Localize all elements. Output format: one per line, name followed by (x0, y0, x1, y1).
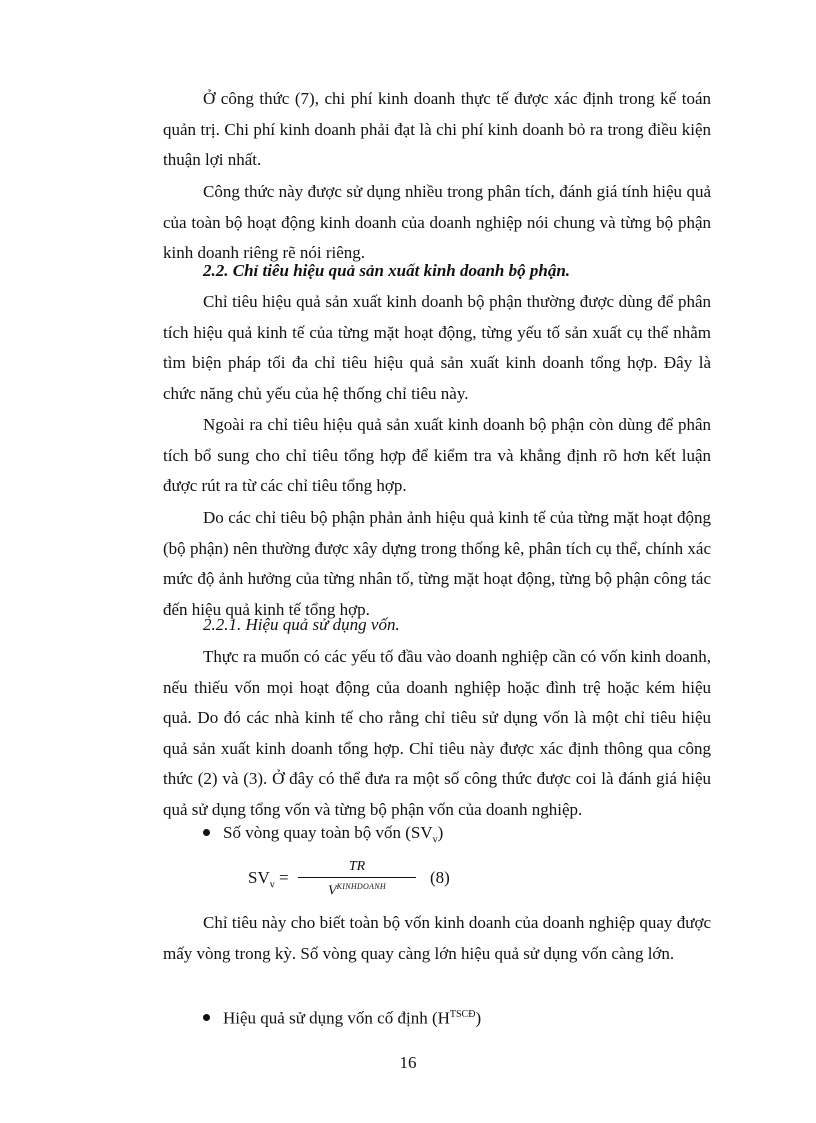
page-number: 16 (399, 1053, 417, 1072)
section-heading-2-2: 2.2. Chỉ tiêu hiệu quả sản xuất kinh doanh bộ phận. (203, 261, 571, 280)
paragraph-partial-reflection: Do các chỉ tiêu bộ phận phản ảnh hiệu quả kinh tế của từng mặt hoạt động (bộ phận) nên thường được xây dựng trong thống kê, phân tích cụ thể, chính xác mức độ ảnh hưởng của từng nhân tố, từng mặt hoạt động, từng bộ phận công tác đến hiệu quả kinh tế tổng hợp. (163, 508, 711, 619)
paragraph-capital-efficiency: Thực ra muốn có các yếu tố đầu vào doanh nghiệp cần có vốn kinh doanh, nếu thiếu vốn mọi hoạt động của doanh nghiệp hoặc đình trệ hoặc kém hiệu quả. Do đó các nhà kinh tế cho rằng chỉ tiêu sử dụng vốn là một chỉ tiêu hiệu quả sản xuất kinh doanh tổng hợp. Chỉ tiêu này được xác định thông qua công thức (2) và (3). Ở đây có thể đưa ra một số công thức được coi là đánh giá hiệu quả sử dụng tổng vốn và từng bộ phận vốn của doanh nghiệp. (163, 647, 711, 819)
bullet-dot-icon (203, 1014, 210, 1021)
formula-lhs: $SV_v$ = (248, 868, 289, 891)
formula-numerator: TR (348, 859, 366, 874)
section-heading-2-2-1: 2.2.1. Hiệu quả sử dụng vốn. (203, 615, 400, 634)
bullet-dot-icon (203, 829, 210, 836)
paragraph-formula-usage: Công thức này được sử dụng nhiều trong phân tích, đánh giá tính hiệu quả của toàn bộ hoạt động kinh doanh của doanh nghiệp nói chung và từng bộ phận kinh doanh riêng rẽ nói riêng. (163, 182, 711, 262)
bullet-fixed-capital-efficiency: Hiệu quả sử dụng vốn cố định $(H^{TSCĐ})$ (203, 1000, 481, 1034)
fraction-bar (298, 877, 416, 878)
formula-fraction (298, 858, 416, 900)
paragraph-formula7-note: Ở công thức (7), chi phí kinh doanh thực tế được xác định trong kế toán quản trị. Chi phí kinh doanh phải đạt là chi phí kinh doanh bỏ ra trong điều kiện thuận lợi nhất. (163, 89, 711, 169)
bullet-capital-turnover: Số vòng quay toàn bộ vốn $(SV_v)$ (203, 818, 443, 855)
paragraph-turnover-meaning: Chỉ tiêu này cho biết toàn bộ vốn kinh doanh của doanh nghiệp quay được mấy vòng trong kỳ. Số vòng quay càng lớn hiệu quả sử dụng vốn càng lớn. (163, 913, 711, 963)
paragraph-supplementary-analysis: Ngoài ra chỉ tiêu hiệu quả sản xuất kinh doanh bộ phận còn dùng để phân tích bổ sung cho chỉ tiêu tổng hợp để kiểm tra và khẳng định rõ hơn kết luận được rút ra từ các chỉ tiêu tổng hợp. (163, 415, 711, 495)
formula-number: (8) (430, 868, 450, 887)
formula-denominator: $V^{KINHDOANH}$ (328, 882, 386, 899)
paragraph-partial-indicators: Chỉ tiêu hiệu quả sản xuất kinh doanh bộ phận thường được dùng để phân tích hiệu quả kinh tế của từng mặt hoạt động, từng yếu tố sản xuất cụ thể nhằm tìm biện pháp tối đa chỉ tiêu hiệu quả sản xuất kinh doanh tổng hợp. Đây là chức năng chủ yếu của hệ thống chỉ tiêu này. (163, 292, 711, 403)
